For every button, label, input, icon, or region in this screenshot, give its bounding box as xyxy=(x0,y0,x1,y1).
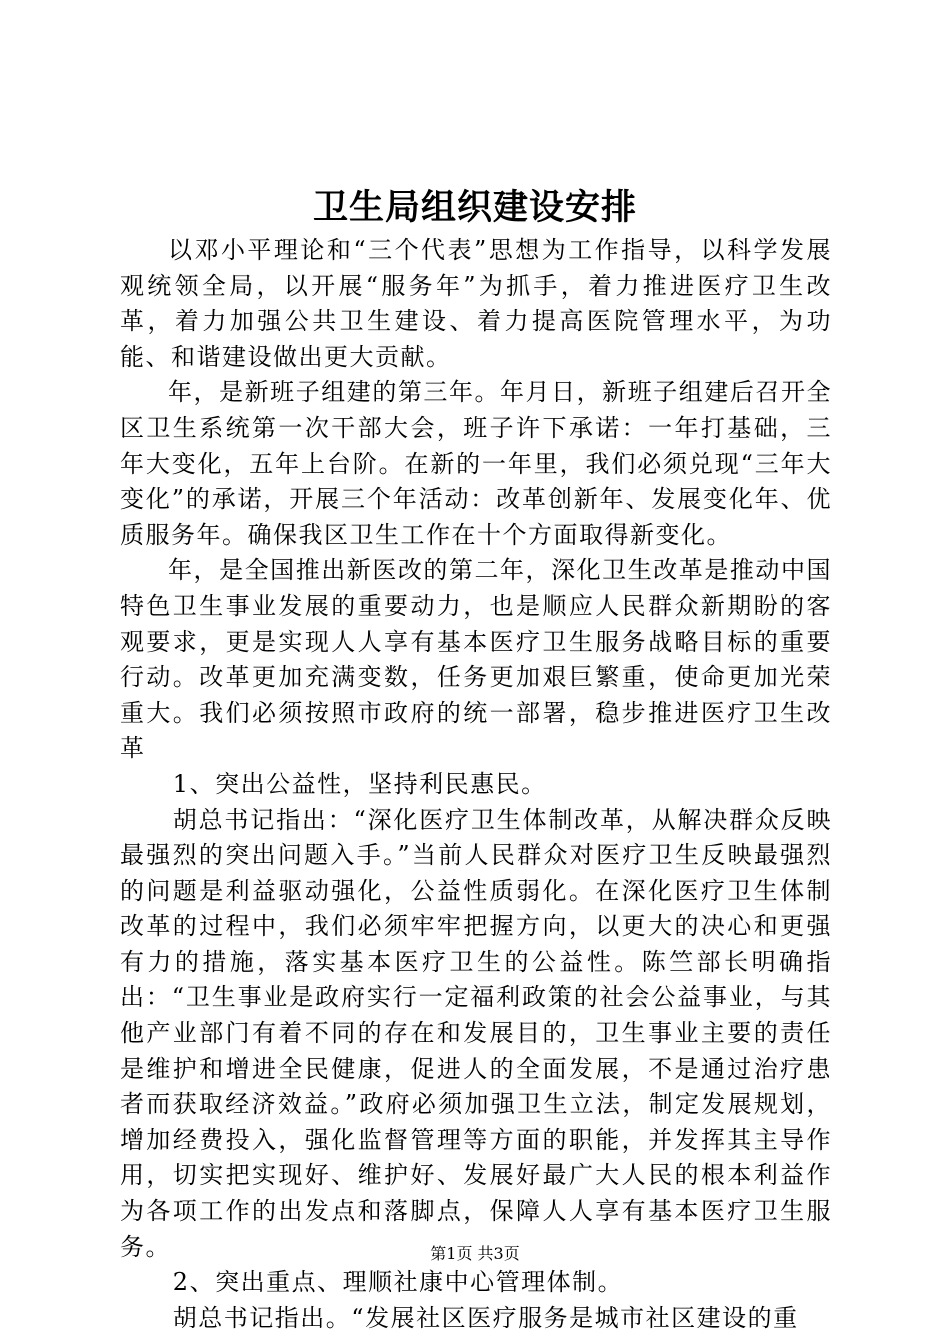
section-heading: 2、突出重点、理顺社康中心管理体制。 xyxy=(172,1268,624,1297)
section-heading: 1、突出公益性，坚持利民惠民。 xyxy=(172,769,547,798)
paragraph: 年，是全国推出新医改的第二年，深化卫生改革是推动中国特色卫生事业发展的重要动力，也是顺应人民群众新期盼的客观要求，更是实现人人享有基本医疗卫生服务战略目标的重要行动。改革更加充满变数，任务更加艰巨繁重，使命更加光荣重大。我们必须按照市政府的统一部署，稳步推进医疗卫生改革 xyxy=(120,556,832,763)
paragraph: 以邓小平理论和“三个代表”思想为工作指导，以科学发展观统领全局，以开展“服务年”为抓手，着力推进医疗卫生改革，着力加强公共卫生建设、着力提高医院管理水平，为功能、和谐建设做出更大贡献。 xyxy=(120,236,832,371)
document-title: 卫生局组织建设安排 xyxy=(312,187,637,228)
paragraph: 胡总书记指出。“发展社区医疗服务是城市社区建设的重 xyxy=(172,1303,799,1332)
page-footer: 第1页 共3页 xyxy=(430,1244,520,1263)
paragraph: 年，是新班子组建的第三年。年月日，新班子组建后召开全区卫生系统第一次干部大会，班子许下承诺：一年打基础，三年大变化，五年上台阶。在新的一年里，我们必须兑现“三年大变化”的承诺，开展三个年活动：改革创新年、发展变化年、优质服务年。确保我区卫生工作在十个方面取得新变化。 xyxy=(120,378,832,549)
paragraph: 胡总书记指出：“深化医疗卫生体制改革，从解决群众反映最强烈的突出问题入手。”当前人民群众对医疗卫生反映最强烈的问题是利益驱动强化，公益性质弱化。在深化医疗卫生体制改革的过程中，我们必须牢牢把握方向，以更大的决心和更强有力的措施，落实基本医疗卫生的公益性。陈竺部长明确指出：“卫生事业是政府实行一定福利政策的社会公益事业，与其他产业部门有着不同的存在和发展目的，卫生事业主要的责任是维护和增进全民健康，促进人的全面发展，不是通过治疗患者而获取经济效益。”政府必须加强卫生立法，制定发展规划，增加经费投入，强化监督管理等方面的职能，并发挥其主导作用，切实把实现好、维护好、发展好最广大人民的根本利益作为各项工作的出发点和落脚点，保障人人享有基本医疗卫生服务。 xyxy=(120,805,832,1261)
document-body xyxy=(120,233,832,1336)
